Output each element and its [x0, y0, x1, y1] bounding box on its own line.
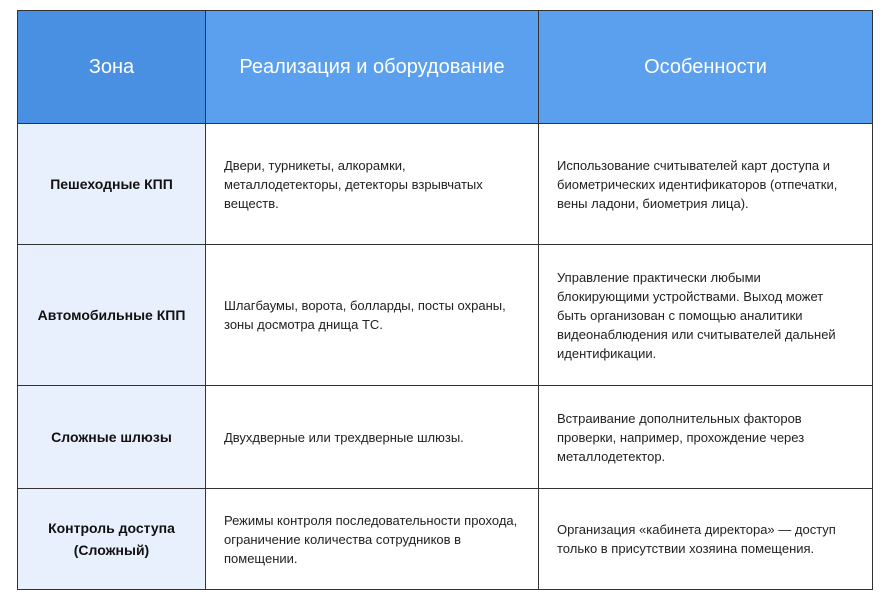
access-zones-table [17, 10, 873, 590]
header-zone: Зона [18, 11, 206, 124]
table-row [18, 245, 873, 386]
access-zones-table-container [17, 10, 872, 590]
features-cell: Организация «кабинета директора» — доступ только в присутствии хозяина помещения. [539, 489, 873, 590]
implementation-cell: Режимы контроля последовательности прохода, ограничение количества сотрудников в помещении. [206, 489, 539, 590]
features-cell: Использование считывателей карт доступа и биометрических идентификаторов (отпечатки, вены ладони, биометрия лица). [539, 124, 873, 245]
zone-cell: Контроль доступа (Сложный) [18, 489, 206, 590]
header-features: Особенности [539, 11, 873, 124]
implementation-cell: Шлагбаумы, ворота, болларды, посты охраны, зоны досмотра днища ТС. [206, 245, 539, 386]
features-cell: Управление практически любыми блокирующими устройствами. Выход может быть организован с помощью аналитики видеонаблюдения или считывателей дальней идентификации. [539, 245, 873, 386]
table-row [18, 124, 873, 245]
header-implementation: Реализация и оборудование [206, 11, 539, 124]
header-row [18, 11, 873, 124]
zone-cell: Автомобильные КПП [18, 245, 206, 386]
table-row [18, 489, 873, 590]
implementation-cell: Двери, турникеты, алкорамки, металлодетекторы, детекторы взрывчатых веществ. [206, 124, 539, 245]
features-cell: Встраивание дополнительных факторов проверки, например, прохождение через металлодетектор. [539, 386, 873, 489]
table-header [18, 11, 873, 124]
table-row [18, 386, 873, 489]
implementation-cell: Двухдверные или трехдверные шлюзы. [206, 386, 539, 489]
zone-cell: Пешеходные КПП [18, 124, 206, 245]
table-body [18, 124, 873, 590]
zone-cell: Сложные шлюзы [18, 386, 206, 489]
